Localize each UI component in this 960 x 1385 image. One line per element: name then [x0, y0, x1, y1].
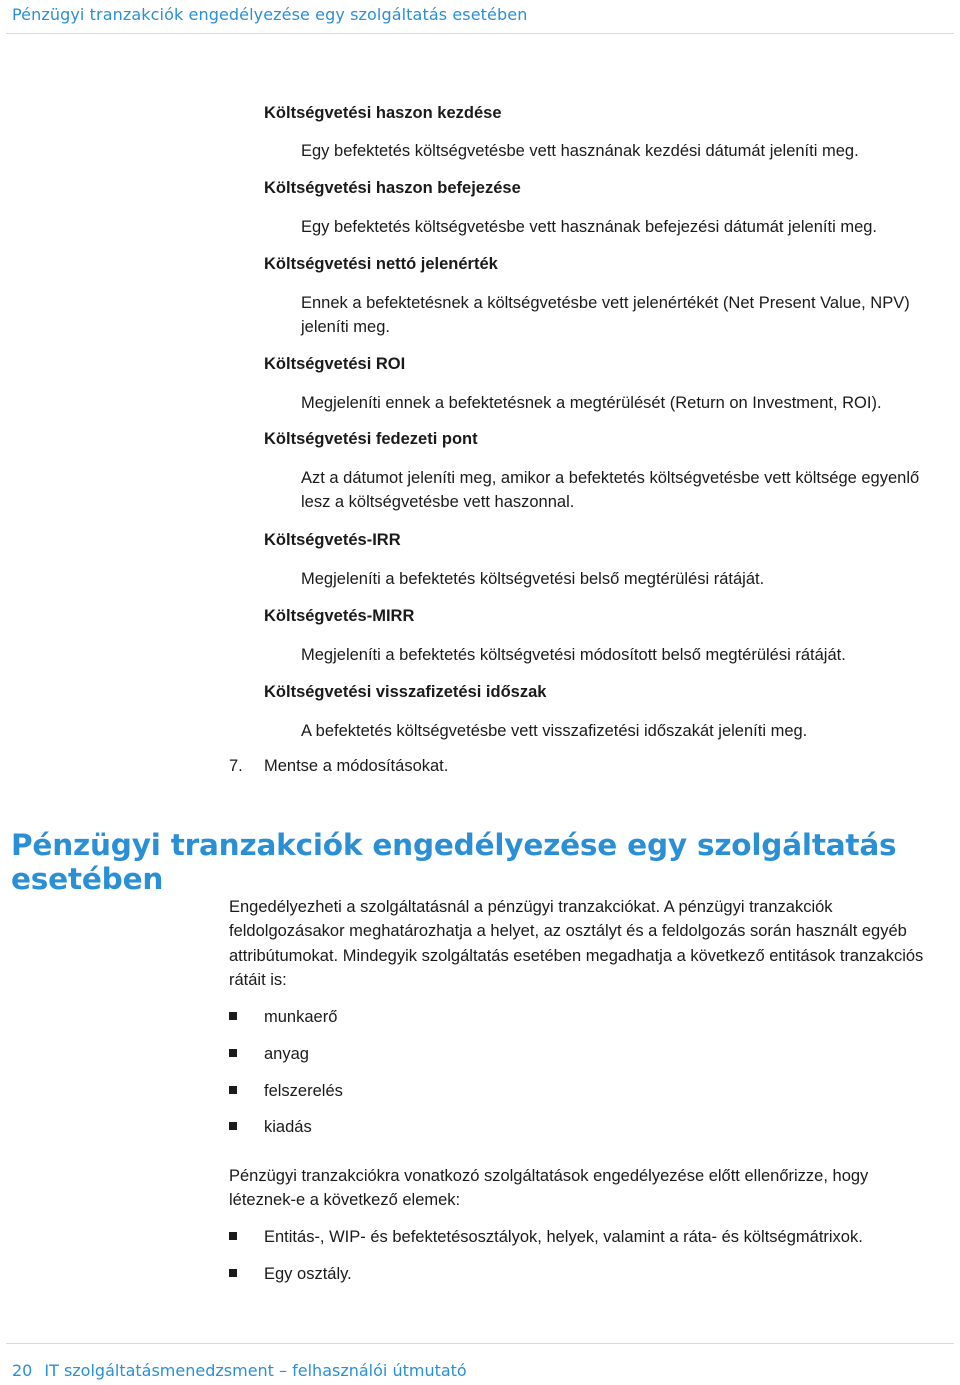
bullet-icon [229, 1269, 237, 1277]
step-number: 7. [229, 757, 243, 775]
list-item [229, 1042, 309, 1066]
definition-term: Költségvetési fedezeti pont [264, 430, 478, 448]
definition-description: Azt a dátumot jeleníti meg, amikor a befektetés költségvetésbe vett költsége egyenlő lesz a költségvetésbe vett haszonnal. [301, 469, 920, 511]
definition-description: Megjeleníti a befektetés költségvetési módosított belső megtérülési rátáját. [301, 646, 846, 664]
section-heading: Pénzügyi tranzakciók engedélyezése egy szolgáltatás esetében [11, 828, 897, 896]
definition-description: A befektetés költségvetésbe vett visszafizetési időszakát jeleníti meg. [301, 722, 808, 740]
list-item-label: kiadás [264, 1118, 312, 1136]
list-item [229, 1079, 343, 1103]
list-item [229, 1115, 312, 1139]
definition-description: Egy befektetés költségvetésbe vett hasznának kezdési dátumát jeleníti meg. [301, 142, 859, 160]
list-item-label: Entitás-, WIP- és befektetésosztályok, helyek, valamint a ráta- és költségmátrixok. [264, 1228, 863, 1246]
page-footer [12, 1361, 467, 1380]
check-paragraph: Pénzügyi tranzakciókra vonatkozó szolgáltatások engedélyezése előtt ellenőrizze, hogy léteznek-e a következő elemek: [229, 1167, 869, 1210]
header-divider [6, 33, 954, 34]
list-item [229, 1225, 863, 1249]
definition-term: Költségvetés-IRR [264, 531, 401, 549]
book-title: IT szolgáltatásmenedzsment – felhasználói útmutató [44, 1361, 467, 1380]
definition-term: Költségvetési visszafizetési időszak [264, 683, 547, 701]
definition-description: Egy befektetés költségvetésbe vett hasznának befejezési dátumát jeleníti meg. [301, 218, 878, 236]
definition-term: Költségvetési ROI [264, 355, 406, 373]
list-item-label: felszerelés [264, 1082, 343, 1100]
list-item [229, 1005, 337, 1029]
definition-description: Ennek a befektetésnek a költségvetésbe vett jelenértékét (Net Present Value, NPV) jeleníti meg. [301, 294, 910, 336]
bullet-icon [229, 1086, 237, 1094]
bullet-icon [229, 1122, 237, 1130]
definition-description: Megjeleníti ennek a befektetésnek a megtérülését (Return on Investment, ROI). [301, 394, 882, 412]
definition-term: Költségvetés-MIRR [264, 607, 415, 625]
running-header: Pénzügyi tranzakciók engedélyezése egy szolgáltatás esetében [12, 5, 528, 24]
bullet-icon [229, 1232, 237, 1240]
intro-paragraph: Engedélyezheti a szolgáltatásnál a pénzügyi tranzakciókat. A pénzügyi tranzakciók feldolgozásakor meghatározhatja a helyet, az osztályt és a feldolgozás során használt egyéb attribútumokat. Mindegyik szolgáltatás esetében megadhatja a következő entitások tranzakciós rátáit is: [229, 898, 924, 989]
step-text: Mentse a módosításokat. [264, 757, 449, 775]
bullet-icon [229, 1049, 237, 1057]
definition-term: Költségvetési haszon befejezése [264, 179, 521, 197]
definition-term: Költségvetési haszon kezdése [264, 104, 502, 122]
list-item [229, 1262, 352, 1286]
bullet-icon [229, 1012, 237, 1020]
definition-term: Költségvetési nettó jelenérték [264, 255, 498, 273]
definition-description: Megjeleníti a befektetés költségvetési belső megtérülési rátáját. [301, 570, 765, 588]
footer-divider [6, 1343, 954, 1344]
page-number: 20 [12, 1361, 33, 1380]
procedure-step [229, 757, 448, 776]
list-item-label: anyag [264, 1045, 309, 1063]
list-item-label: munkaerő [264, 1008, 338, 1026]
list-item-label: Egy osztály. [264, 1265, 352, 1283]
